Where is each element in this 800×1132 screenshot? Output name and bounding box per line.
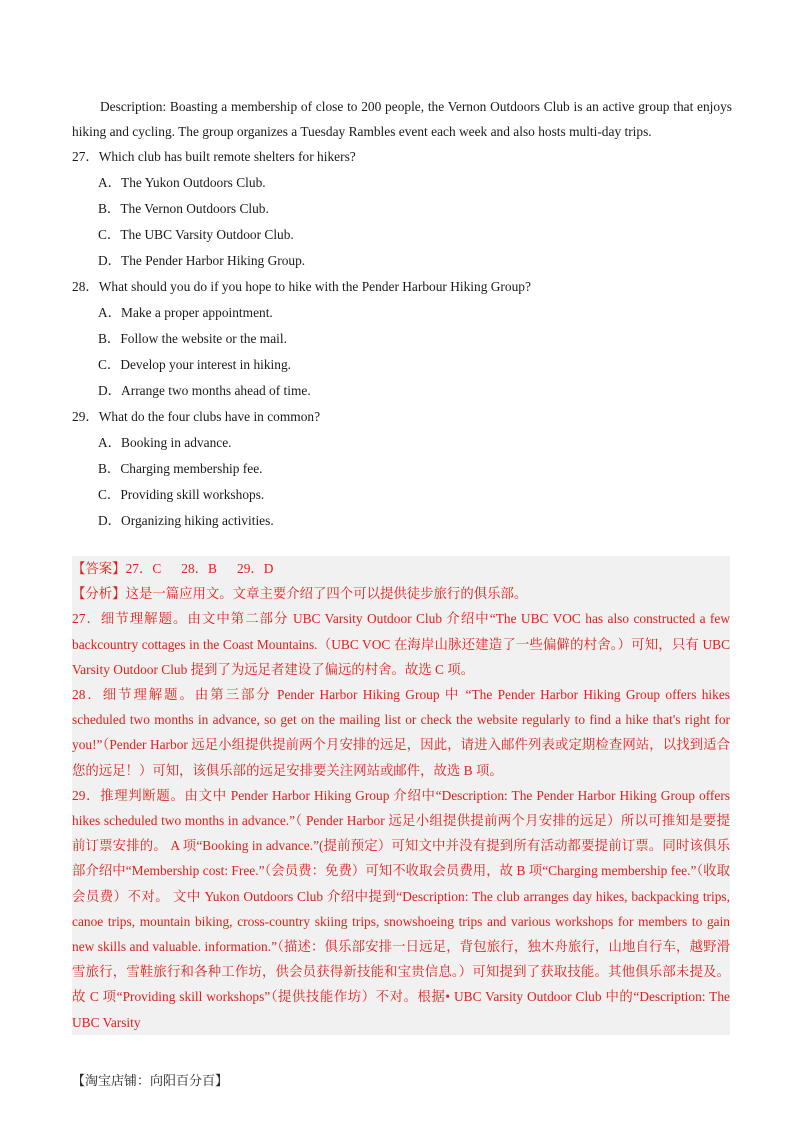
answer-28: 28．B	[181, 561, 217, 576]
option-29-c: C．Providing skill workshops.	[98, 487, 265, 502]
option-28-a: A．Make a proper appointment.	[98, 305, 273, 320]
club-description: Description: Boasting a membership of close to 200 people, the Vernon Outdoors Club is an active group that enjoys hiking and cycling. The group organizes a Tuesday Rambles event each week and also hosts multi-day trips.	[72, 99, 732, 139]
analysis-27: 27．细节理解题。由文中第二部分 UBC Varsity Outdoor Club 介绍中“The UBC VOC has also constructed a few backcountry cottages in the Coast Mountains.（UBC VOC 在海岸山脉还建造了一些偏僻的村舍。）可知，只有 UBC Varsity Outdoor Club 提到了为远足者建设了偏远的村舍。故选 C 项。	[72, 611, 730, 677]
option-27-c: C．The UBC Varsity Outdoor Club.	[98, 227, 294, 242]
analysis-29: 29．推理判断题。由文中 Pender Harbor Hiking Group 介绍中“Description: The Pender Harbor Hiking Group offers hikes scheduled two months in advance.”（ Pender Harbor 远足小组提供提前两个月安排的远足）所以可推知是要提前订票安排的。 A 项“Booking in advance.”(提前预定）可知文中并没有提到所有活动都要提前订票。同时该俱乐部介绍中“Membership cost: Free.”（会员费：免费）可知不收取会员费用，故 B 项“Charging membership fee.”（收取会员费）不对。 文中 Yukon Outdoors Club 介绍中提到“Description: The club arranges day hikes, backpacking trips, canoe trips, mountain biking, cross-country skiing trips, snowshoeing trips and various workshops for members to gain new skills and valuable. information.”（描述：俱乐部安排一日远足，背包旅行，独木舟旅行，山地自行车，越野滑雪旅行，雪鞋旅行和各种工作坊，供会员获得新技能和宝贵信息。）可知提到了获取技能。其他俱乐部未提及。故 C 项“Providing skill workshops”（提供技能作坊）不对。根据• UBC Varsity Outdoor Club 中的“Description: The UBC Varsity	[72, 787, 730, 1030]
option-27-a: A．The Yukon Outdoors Club.	[98, 175, 266, 190]
answer-line	[72, 556, 730, 581]
option-29-d: D．Organizing hiking activities.	[98, 513, 274, 528]
questions-section	[72, 94, 732, 534]
analysis-28: 28．细节理解题。由第三部分 Pender Harbor Hiking Group 中 “The Pender Harbor Hiking Group offers hikes scheduled two months in advance, so get on the mailing list or check the website regularly to find a hike that's right for you!”（Pender Harbor 远足小组提供提前两个月安排的远足，因此，请进入邮件列表或定期检查网站，以找到适合您的远足！）可知，该俱乐部的远足安排要关注网站或邮件，故选 B 项。	[72, 687, 730, 778]
option-28-b: B．Follow the website or the mail.	[98, 331, 287, 346]
answer-27: 27．C	[125, 561, 162, 576]
analysis-summary-line	[72, 581, 730, 606]
footer-shop-label: 【淘宝店铺：向阳百分百】	[72, 1074, 229, 1089]
question-29: 29．What do the four clubs have in common?	[72, 409, 321, 424]
question-27: 27．Which club has built remote shelters for hikers?	[72, 149, 356, 164]
option-28-c: C．Develop your interest in hiking.	[98, 357, 292, 372]
option-29-b: B．Charging membership fee.	[98, 461, 263, 476]
answer-29: 29．D	[237, 561, 274, 576]
option-27-b: B．The Vernon Outdoors Club.	[98, 201, 269, 216]
analysis-summary: 这是一篇应用文。文章主要介绍了四个可以提供徒步旅行的俱乐部。	[125, 586, 528, 602]
question-28: 28．What should you do if you hope to hike with the Pender Harbour Hiking Group?	[72, 279, 531, 294]
option-29-a: A．Booking in advance.	[98, 435, 232, 450]
option-28-d: D．Arrange two months ahead of time.	[98, 383, 311, 398]
option-27-d: D．The Pender Harbor Hiking Group.	[98, 253, 306, 268]
answer-label: 【答案】	[72, 561, 126, 576]
analysis-label: 【分析】	[72, 586, 126, 602]
answer-analysis-block	[72, 556, 730, 1035]
